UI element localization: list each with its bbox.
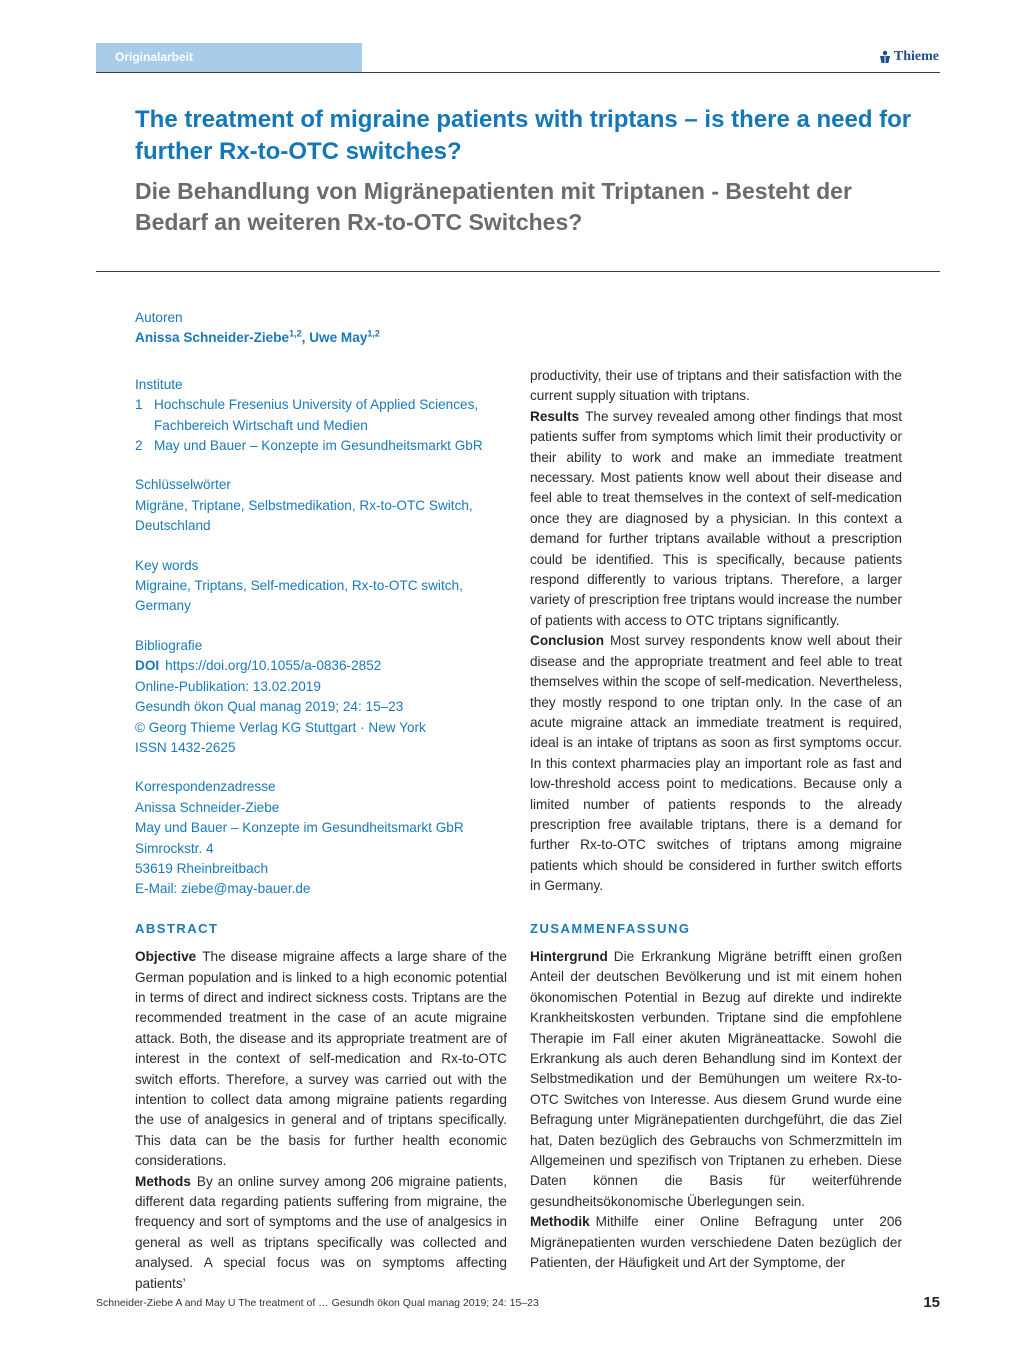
- hintergrund-text: Die Erkrankung Migräne betrifft einen großen Anteil der deutschen Bevölkerung und ist mit einem hohen ökonomischen Potential in Bezug auf direkte und indirekte Krankheitskosten verbunden. Triptane sind die empfohlene Therapie im Fall einer akuten Migräneattacke. Sowohl die Erkrankung als auch deren Behandlung sind im Kontext der Selbstmedikation und der Bemühungen um weitere Rx-to-OTC Switches von Interesse. Aus diesem Grund wurde eine Befragung unter Migränepatienten durchgeführt, die das Ziel hat, Daten bezüglich des Gebrauchs von Schmerzmitteln im Allgemeinen und spezifisch von Triptanen zu erheben. Diese Daten können die Basis für weiterführende gesundheitsökonomische Überlegungen sein.: [530, 948, 902, 1209]
- right-column: [530, 366, 902, 1273]
- abstract-section: [135, 919, 507, 1294]
- thieme-mark-icon: [879, 50, 891, 64]
- korrespondenz-block: [135, 777, 507, 899]
- institute-name: Hochschule Fresenius University of Applied Sciences, Fachbereich Wirtschaft und Medien: [154, 397, 479, 433]
- institute-block: [135, 375, 507, 457]
- zusammenfassung-methodik: [530, 1212, 902, 1273]
- results-text: The survey revealed among other findings that most patients suffer from symptoms which limit their productivity or their ability to work and make an immediate treatment necessary. Most patients know well about their disease and feel able to treat themselves in the context of self-medication once they are diagnosed by a physician. In this context a demand for further triptans available without a prescription could be identified. This is specifically, because patients respond differently to various triptans. Therefore, a larger variety of prescription free triptans would increase the number of patients with access to OTC triptans significantly.: [530, 408, 902, 628]
- author-2-affiliation: 1,2: [367, 328, 380, 339]
- abstract-objective: [135, 947, 507, 1171]
- author-1: Anissa Schneider-Ziebe: [135, 330, 290, 346]
- abstract-conclusion: [530, 631, 902, 896]
- korrespondenz-line: Simrockstr. 4: [135, 840, 214, 856]
- copyright: © Georg Thieme Verlag KG Stuttgart · New York: [135, 719, 426, 735]
- footer-citation: Schneider-Ziebe A and May U The treatment of … Gesundh ökon Qual manag 2019; 24: 15–23: [96, 1297, 539, 1309]
- publisher-name: Thieme: [893, 49, 939, 64]
- results-label: Results: [530, 408, 580, 424]
- methods-text: By an online survey among 206 migraine patients, different data regarding patients suffering from migraine, the frequency and sort of symptoms and the use of analgesics in general as well as triptans specifically was collected and analysed. A special focus was on symptoms affecting patients’: [135, 1173, 507, 1291]
- schluesselwoerter-text: Migräne, Triptane, Selbstmedikation, Rx-to-OTC Switch, Deutschland: [135, 497, 473, 534]
- doi-link[interactable]: https://doi.org/10.1055/a-0836-2852: [165, 658, 382, 674]
- hintergrund-label: Hintergrund: [530, 948, 608, 964]
- institute-item: [135, 436, 507, 456]
- title-rule: [96, 271, 940, 272]
- publisher-logo: [879, 49, 939, 65]
- zusammenfassung-hintergrund: [530, 947, 902, 1212]
- schluesselwoerter-heading: Schlüsselwörter: [135, 477, 231, 493]
- schluesselwoerter-block: [135, 475, 507, 536]
- left-column: [135, 308, 507, 1294]
- title-german: Die Behandlung von Migränepatienten mit Triptanen - Besteht der Bedarf an weiteren Rx-to-OTC Switches?: [135, 178, 852, 235]
- korrespondenz-line: Anissa Schneider-Ziebe: [135, 799, 280, 815]
- zusammenfassung-section: [530, 919, 902, 1274]
- authors-block: [135, 308, 507, 349]
- title-english: The treatment of migraine patients with triptans – is there a need for further Rx-to-OTC switches?: [135, 106, 912, 165]
- institute-name: May und Bauer – Konzepte im Gesundheitsmarkt GbR: [154, 438, 483, 454]
- bibliografie-block: [135, 636, 507, 758]
- keywords-text: Migraine, Triptans, Self-medication, Rx-to-OTC switch, Germany: [135, 578, 463, 614]
- methodik-label: Methodik: [530, 1214, 590, 1230]
- doi-line: [135, 656, 507, 676]
- author-separator: ,: [301, 330, 310, 346]
- institute-item: [135, 395, 507, 436]
- korrespondenz-heading: Korrespondenzadresse: [135, 779, 276, 795]
- institute-number: 1: [135, 397, 143, 413]
- journal-citation: Gesundh ökon Qual manag 2019; 24: 15–23: [135, 699, 404, 715]
- section-tag: Originalarbeit: [96, 43, 362, 72]
- authors-heading: Autoren: [135, 310, 183, 325]
- institute-number: 2: [135, 438, 143, 454]
- keywords-heading: Key words: [135, 557, 199, 573]
- methods-label: Methods: [135, 1173, 191, 1189]
- zusammenfassung-heading: ZUSAMMENFASSUNG: [530, 920, 691, 936]
- abstract-results: [530, 407, 902, 631]
- korrespondenz-line: May und Bauer – Konzepte im Gesundheitsmarkt GbR: [135, 820, 464, 836]
- methods-continued: productivity, their use of triptans and their satisfaction with the current supply situation with triptans.: [530, 368, 902, 404]
- objective-label: Objective: [135, 949, 197, 965]
- doi-label: DOI: [135, 658, 160, 674]
- objective-text: The disease migraine affects a large share of the German population and is linked to a high economic potential in terms of direct and indirect sickness costs. Triptans are the recommended treatment in the case of an acute migraine attack. Both, the disease and its appropriate treatment are of interest in the context of self-medication and Rx-to-OTC switch efforts. Therefore, a survey was carried out with the intention to collect data among migraine patients regarding the use of analgesics in general and of triptans specifically. This data can be the basis for further health economic considerations.: [135, 949, 507, 1169]
- korrespondenz-line: 53619 Rheinbreitbach: [135, 860, 269, 876]
- header-rule: [96, 72, 940, 73]
- abstract-heading: ABSTRACT: [135, 920, 219, 936]
- email-link[interactable]: E-Mail: ziebe@may-bauer.de: [135, 881, 311, 897]
- online-publication: Online-Publikation: 13.02.2019: [135, 678, 321, 694]
- conclusion-text: Most survey respondents know well about their disease and the appropriate treatment and feel able to treat themselves within the scope of self-medication. Nevertheless, they mostly respond to one triptan only. In the case of an acute migraine attack an immediate treatment is required, ideal is an intake of triptans as soon as first symptoms occur. In this context pharmacies play an important role as fast and low-threshold access point to medications. Because only a limited number of patients responds to the already prescription free available triptans, there is a demand for further Rx-to-OTC switches of triptans among migraine patients which should be considered in further switch efforts in Germany.: [530, 633, 902, 894]
- bibliografie-heading: Bibliografie: [135, 637, 203, 653]
- issn: ISSN 1432-2625: [135, 739, 236, 755]
- author-2: Uwe May: [309, 330, 368, 346]
- authors-list: [135, 328, 507, 348]
- abstract-methods: [135, 1172, 507, 1294]
- page-number: 15: [923, 1294, 940, 1311]
- conclusion-label: Conclusion: [530, 633, 605, 649]
- methodik-text: Mithilfe einer Online Befragung unter 206 Migränepatienten wurden verschiedene Daten bezüglich der Patienten, der Häufigkeit und Art der Symptome, der: [530, 1214, 902, 1271]
- author-1-affiliation: 1,2: [289, 328, 302, 339]
- keywords-block: [135, 556, 507, 617]
- institute-heading: Institute: [135, 376, 183, 392]
